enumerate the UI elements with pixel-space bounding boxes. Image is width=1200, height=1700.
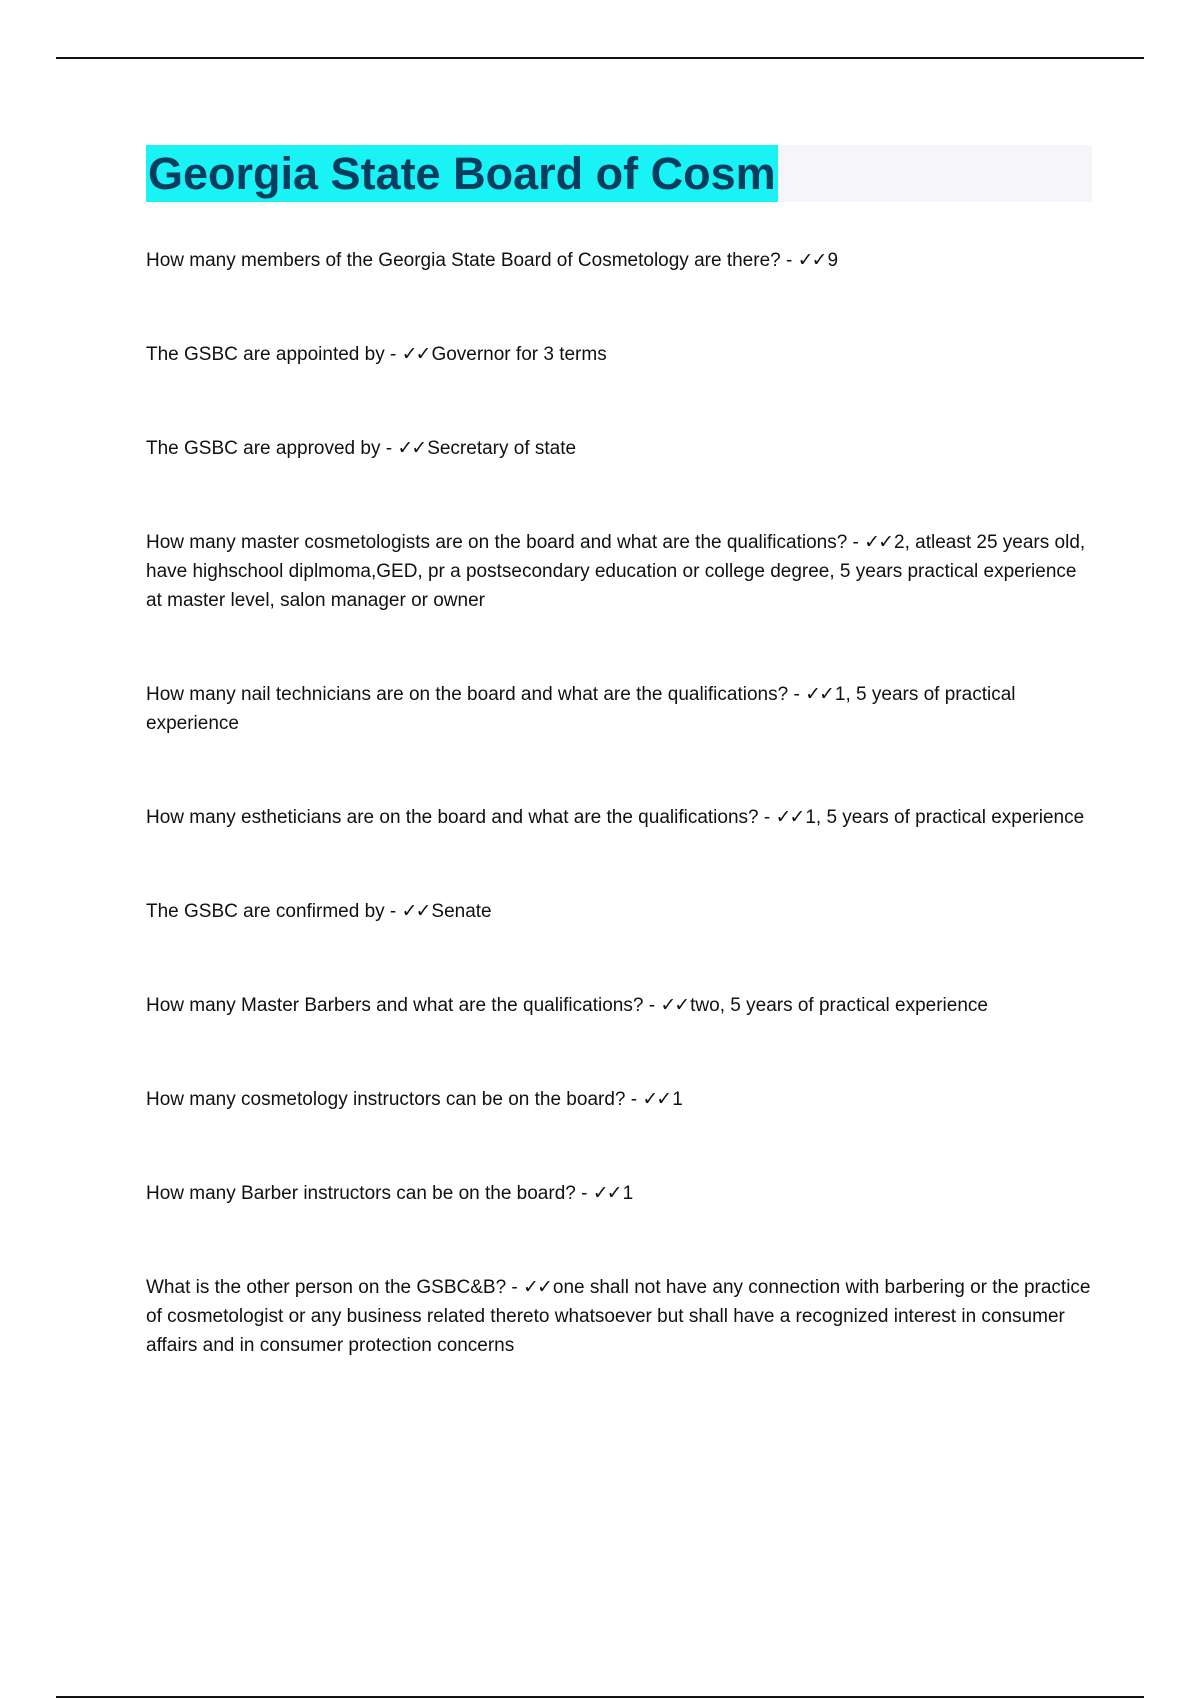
- question-text: The GSBC are approved by -: [146, 438, 398, 459]
- answer-text: Senate: [431, 901, 492, 922]
- qa-item-master-cosmetologists: [146, 528, 1096, 615]
- check-mark-icon: ✓✓: [797, 250, 826, 271]
- answer-text: 1, 5 years of practical experience: [146, 684, 1016, 734]
- answer-text: 1, 5 years of practical experience: [805, 807, 1085, 828]
- check-mark-icon: ✓✓: [592, 1183, 621, 1204]
- qa-item-appointed-by: [146, 340, 1096, 369]
- answer-text: 2, atleast 25 years old, have highschool diplmoma,GED, pr a postsecondary education or college degree, 5 years practical experience at master level, salon manager or owner: [146, 532, 1086, 611]
- qa-item-estheticians: [146, 803, 1096, 832]
- qa-item-other-person: [146, 1273, 1096, 1360]
- question-text: How many master cosmetologists are on the board and what are the qualifications? -: [146, 532, 865, 553]
- qa-list: [146, 246, 1096, 1360]
- check-mark-icon: ✓✓: [523, 1277, 551, 1298]
- question-text: How many Master Barbers and what are the qualifications? -: [146, 995, 661, 1016]
- qa-item-approved-by: [146, 434, 1096, 463]
- qa-item-members: [146, 246, 1096, 275]
- answer-text: 1: [672, 1089, 683, 1110]
- check-mark-icon: ✓✓: [401, 901, 430, 922]
- check-mark-icon: ✓✓: [660, 995, 689, 1016]
- question-text: How many cosmetology instructors can be on the board? -: [146, 1089, 643, 1110]
- question-text: What is the other person on the GSBC&B? -: [146, 1277, 524, 1298]
- check-mark-icon: ✓✓: [864, 532, 892, 553]
- question-text: How many Barber instructors can be on the board? -: [146, 1183, 593, 1204]
- bottom-rule: [56, 1696, 1144, 1698]
- qa-item-cosmetology-instructors: [146, 1085, 1096, 1114]
- answer-text: two, 5 years of practical experience: [690, 995, 988, 1016]
- answer-text: Governor for 3 terms: [431, 344, 607, 365]
- top-rule: [56, 57, 1144, 59]
- document-title: Georgia State Board of Cosm: [146, 145, 778, 202]
- qa-item-confirmed-by: [146, 897, 1096, 926]
- question-text: How many nail technicians are on the board and what are the qualifications? -: [146, 684, 806, 705]
- question-text: How many members of the Georgia State Board of Cosmetology are there? -: [146, 250, 798, 271]
- qa-item-nail-technicians: [146, 680, 1096, 738]
- check-mark-icon: ✓✓: [805, 684, 833, 705]
- qa-item-master-barbers: [146, 991, 1096, 1020]
- answer-text: 9: [827, 250, 839, 271]
- answer-text: one shall not have any connection with barbering or the practice of cosmetologist or any business related thereto whatsoever but shall have a recognized interest in consumer affairs and in consumer protection concerns: [146, 1277, 1091, 1356]
- answer-text: Secretary of state: [427, 438, 577, 459]
- question-text: The GSBC are appointed by -: [146, 344, 402, 365]
- qa-item-barber-instructors: [146, 1179, 1096, 1208]
- check-mark-icon: ✓✓: [401, 344, 430, 365]
- check-mark-icon: ✓✓: [642, 1089, 671, 1110]
- check-mark-icon: ✓✓: [775, 807, 804, 828]
- question-text: The GSBC are confirmed by -: [146, 901, 402, 922]
- question-text: How many estheticians are on the board and what are the qualifications? -: [146, 807, 776, 828]
- answer-text: 1: [622, 1183, 634, 1204]
- check-mark-icon: ✓✓: [397, 438, 426, 459]
